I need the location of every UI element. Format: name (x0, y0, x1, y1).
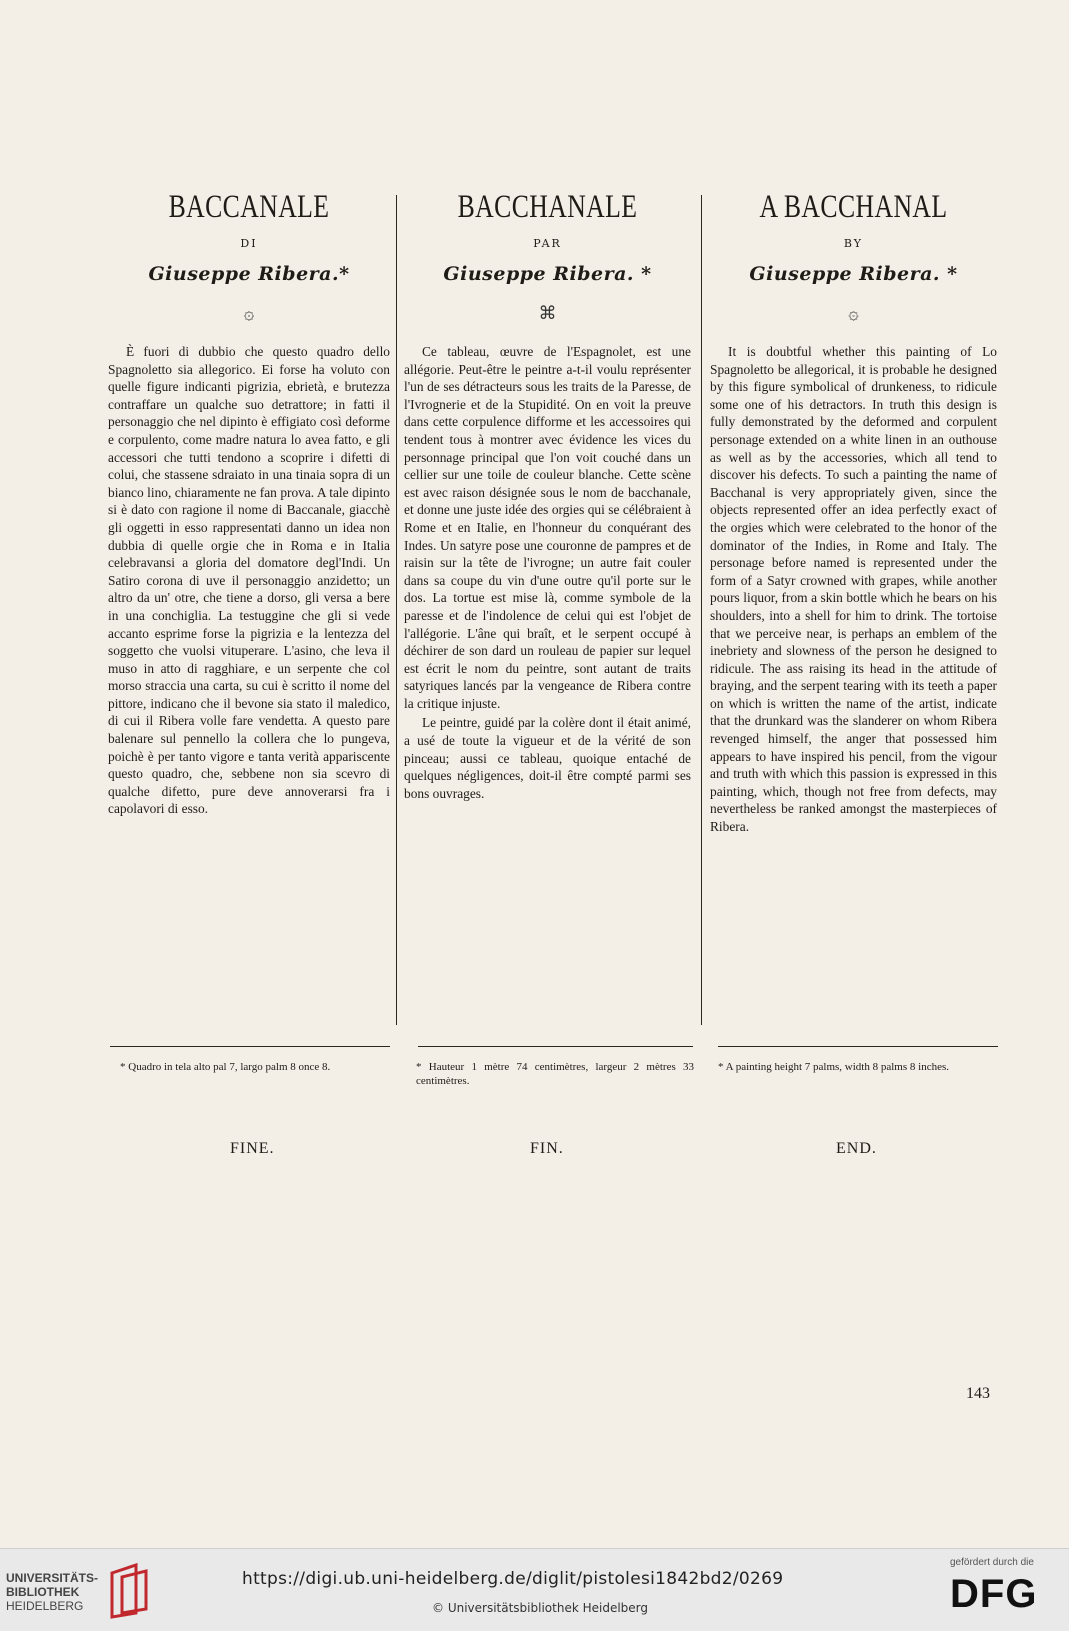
footnote-italian: * Quadro in tela alto pal 7, largo palm 8 once 8. (120, 1061, 331, 1073)
column-english (710, 185, 997, 836)
permalink-url[interactable]: https://digi.ub.uni-heidelberg.de/diglit/pistolesi1842bd2/0269 (242, 1569, 784, 1589)
body-french (404, 343, 691, 802)
end-english: END. (836, 1140, 877, 1157)
by-italian: DI (240, 237, 258, 250)
paragraph: È fuori di dubbio che questo quadro dello Spagnoletto sia allegorico. Ei forse ha voluto con quelle figure indicanti pigrizia, ebrietà, e brutezza contraffare un qualche suo detrattore; in fatti il personaggio che nel dipinto è effigiato così deforme e corpulento, come madre natura lo avea fatto, e gli accessori che tutti tendono a scoprire i difetti di colui, che stassene sdraiato in una tinaia sopra di un bianco lino, chiaramente ne fan prova. A tale dipinto si è dato con ragione il nome di Baccanale, giacchè gli oggetti in esso rappresentati danno un idea non dubbia di quelle orgie che in Roma e in Italia celebravansi a gloria del domatore degl'Indi. Un Satiro corona di uve il personaggio anzidetto; un altro da un' otre, che tiene a dorso, gli versa a bere in una conchiglia. La testuggine che gli si vede accanto esprime forse la pigrizia e la lentezza del soggetto che vuolsi vituperare. L'asino, che leva il muso in atto di ragghiare, e un serpente che col morso straccia una carta, su cui è scritto il nome del pittore, indicano che il bevone sia stato il maledico, di cui il Ribera volle fare vendetta. A questo pare balenare sul pennello la collera che lo pungeva, poichè è per tanto vigore e tanta verità appariscente questo quadro, che, sebbene non sia scevro di qualche difetto, pure deve annoverarsi fra i capolavori di esso. (108, 344, 390, 817)
paragraph: Ce tableau, œuvre de l'Espagnolet, est une allégorie. Peut-être le peintre a-t-il voulu représenter l'un de ses détracteurs sous les traits de la Paresse, de l'Ivrognerie et de la Stupidité. On en voit la preuve dans cette corpulence difforme et les accessoires qui tendent tous à montrer avec évidence les vices du personnage principal que l'on voit couché dans un cellier sur une toile de couleur blanche. Cette scène est avec raison désignée sous le nom de bacchanale, et donne une juste idée des orgies qui se célébraient à Rome et en Italie, en l'honneur du conquérant des Indes. Un satyre pose une couronne de pampres et de raisin sur la tête de l'ivrogne; un autre fait couler dans sa coupe du vin d'une outre qu'il porte sur le dos. La tortue est mise là, comme symbole de la paresse et de l'indolence de celui qui est l'objet de l'allégorie. L'âne qui braît, et le serpent occupé à déchirer de son dard un rouleau de papier sur lequel est écrit le nom du peintre, sont autant de traits satyriques lancés par la vengeance de Ribera contre la critique injuste. (404, 344, 691, 711)
author-italian: Giuseppe Ribera.* (148, 263, 350, 285)
title-english: A BACCHANAL (759, 189, 948, 225)
footnote-rule (718, 1046, 998, 1047)
footnote-rule (418, 1046, 693, 1047)
by-french: PAR (533, 237, 562, 250)
footnote-rule (110, 1046, 390, 1047)
column-italian (108, 185, 390, 818)
library-line: UNIVERSITÄTS- (6, 1571, 99, 1585)
library-line: BIBLIOTHEK (6, 1585, 80, 1599)
body-english (710, 343, 997, 836)
page-number: 143 (966, 1385, 990, 1402)
author-english: Giuseppe Ribera. * (749, 263, 958, 285)
paragraph: Le peintre, guidé par la colère dont il était animé, a usé de toute la vigueur et de la vérité de son pinceau; aussi ce tableau, quoique entaché de quelques négligences, doit-il être compté parmi ses bons ouvrages. (404, 715, 691, 801)
column-divider (396, 195, 397, 1025)
footnote-english: * A painting height 7 palms, width 8 palms 8 inches. (718, 1061, 949, 1073)
column-french (404, 185, 691, 802)
library-name[interactable] (6, 1571, 116, 1613)
ornament-icon: ۞ (848, 303, 859, 324)
dfg-logo[interactable]: DFG (950, 1572, 1038, 1616)
author-french: Giuseppe Ribera. * (443, 263, 652, 285)
end-french: FIN. (530, 1140, 564, 1157)
footnote-french: * Hauteur 1 mètre 74 centimètres, largeur 2 mètres 33 centimètres. (416, 1061, 694, 1087)
library-line: HEIDELBERG (6, 1599, 84, 1613)
viewer-footer (0, 1548, 1069, 1631)
funding-note: gefördert durch die (950, 1557, 1034, 1568)
title-french: BACCHANALE (457, 189, 638, 225)
library-logo-icon[interactable] (108, 1563, 150, 1619)
ornament-icon: ⌘ (538, 303, 557, 324)
by-english: BY (843, 237, 864, 250)
ornament-icon: ۞ (243, 303, 255, 324)
body-italian (108, 343, 390, 818)
copyright-notice: © Universitätsbibliothek Heidelberg (432, 1601, 649, 1615)
column-divider (701, 195, 702, 1025)
title-italian: BACCANALE (168, 189, 330, 225)
end-italian: FINE. (230, 1140, 275, 1157)
paragraph: It is doubtful whether this painting of Lo Spagnoletto be allegorical, it is probable he designed by this figure symbolical of drunkeness, to ridicule some one of his detractors. In truth this design is fully demonstrated by the deformed and corpulent personage extended on a white linen in an outhouse as well as by the accessories, which all tend to discover his defects. To such a painting the name of Bacchanal is very appropriately given, since the objects represented offer an idea perfectly exact of the orgies which were celebrated to the honor of the dominator of the Indies, in Rome and Italy. The personage before named is represented under the form of a Satyr crowned with grapes, while another pours liquor, from a skin bottle which he bears on his shoulders, into a shell for him to drink. The tortoise that we perceive near, is perhaps an emblem of the inebriety and slowness of the person he designed to ridicule. The ass raising its head in the attitude of braying, and the serpent tearing with its teeth a paper on which is written the name of the artist, indicate that the drunkard was the slanderer on whom Ribera revenged himself, the anger that possessed him appears to have inspired his pencil, from the vigour and truth with which this passion is expressed in this painting, which, though not free from defects, may nevertheless be ranked amongst the masterpieces of Ribera. (710, 344, 997, 835)
